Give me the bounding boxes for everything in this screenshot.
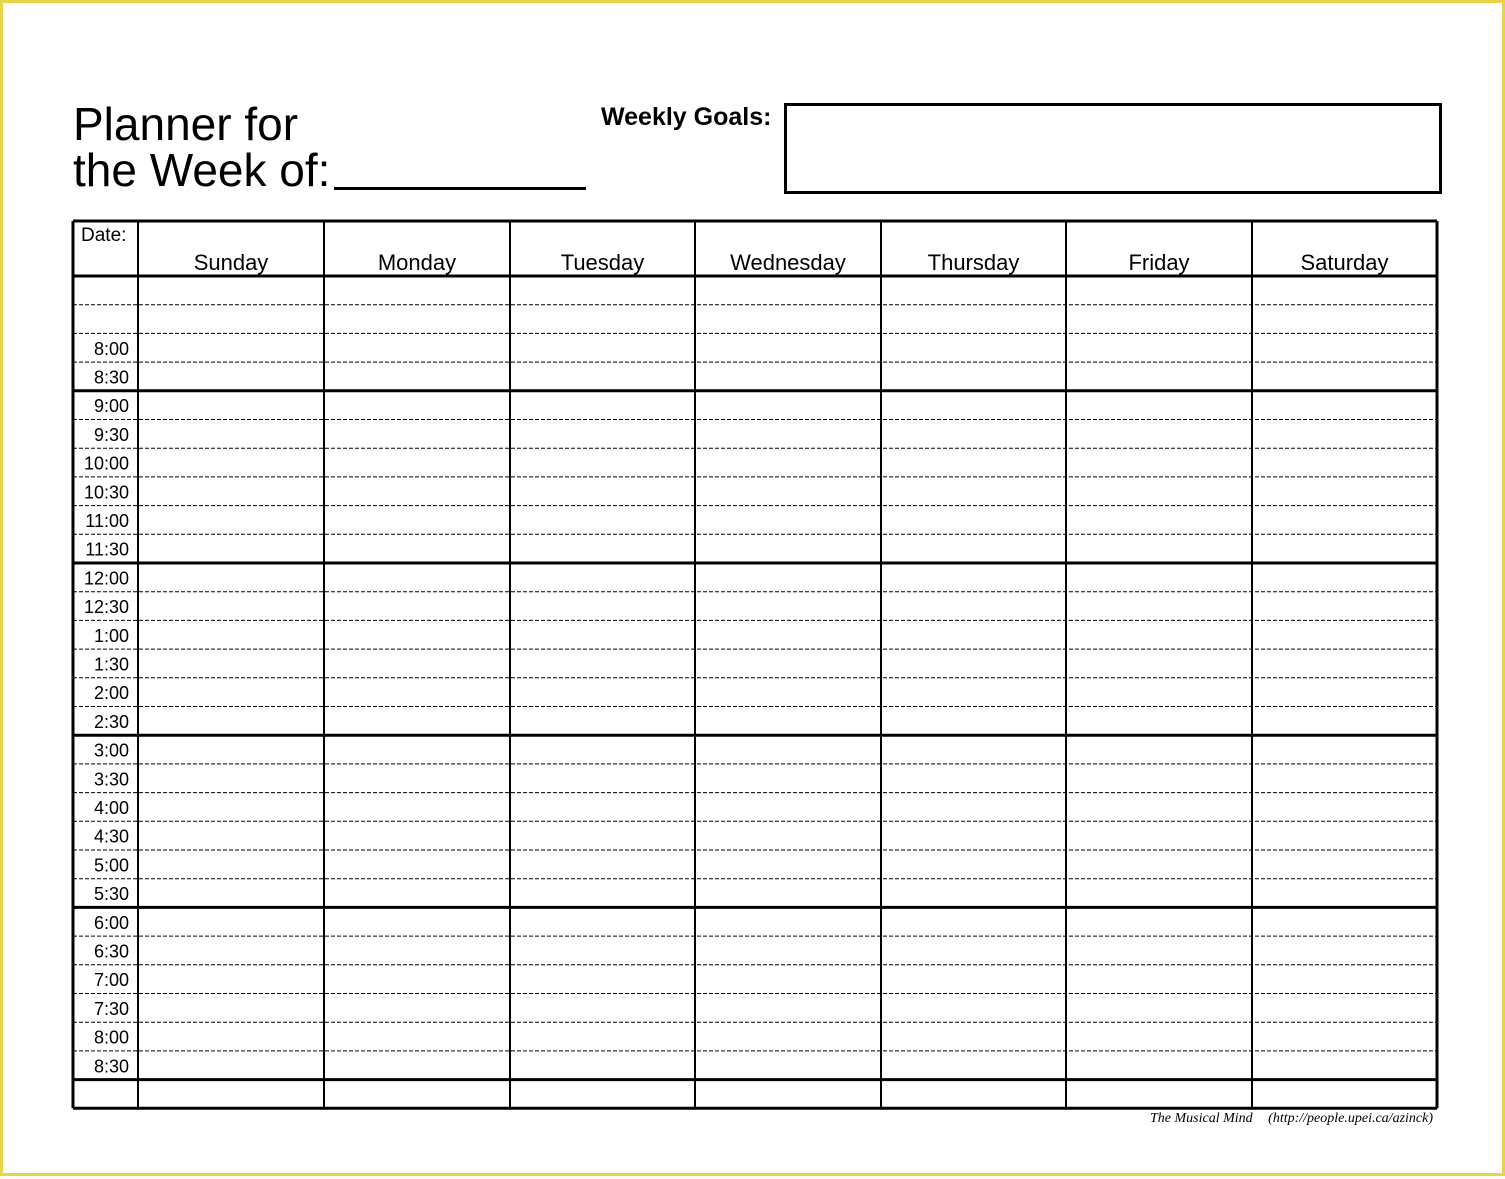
footer-source: The Musical Mind	[1150, 1111, 1253, 1126]
time-label: 9:00	[93, 396, 129, 417]
time-label: 10:00	[83, 453, 129, 474]
day-header-sunday: Sunday	[193, 250, 269, 275]
day-header-thursday: Thursday	[927, 250, 1020, 275]
time-label: 7:30	[93, 998, 129, 1019]
time-label: 1:00	[93, 625, 129, 646]
day-header-friday: Friday	[1128, 250, 1190, 275]
time-label: 7:00	[93, 970, 129, 991]
time-label: 12:30	[83, 597, 129, 618]
time-label: 3:30	[93, 769, 129, 790]
time-label: 8:30	[93, 367, 129, 388]
time-label: 11:30	[85, 539, 129, 560]
day-header-saturday: Saturday	[1300, 250, 1389, 275]
time-label: 8:00	[93, 1027, 129, 1048]
time-label: 8:30	[93, 1056, 129, 1077]
time-label: 2:00	[93, 683, 129, 704]
time-label: 5:30	[93, 884, 129, 905]
time-label: 5:00	[93, 855, 129, 876]
schedule-grid	[3, 3, 1505, 1179]
time-label: 6:30	[93, 941, 129, 962]
time-label: 11:00	[85, 510, 129, 531]
footer-credit	[1150, 1111, 1433, 1127]
week-of-label: the Week of:	[73, 144, 331, 196]
time-label: 3:00	[93, 740, 129, 761]
time-label: 2:30	[93, 711, 129, 732]
time-label: 6:00	[93, 912, 129, 933]
title-line-1: Planner for	[73, 98, 299, 150]
time-label: 9:30	[93, 424, 129, 445]
time-label: 4:00	[93, 797, 129, 818]
footer-url: (http://people.upei.ca/azinck)	[1268, 1111, 1433, 1126]
date-label: Date:	[81, 225, 127, 246]
day-header-monday: Monday	[377, 250, 457, 275]
weekly-goals-label: Weekly Goals:	[601, 103, 772, 131]
time-label: 10:30	[83, 482, 129, 503]
day-header-tuesday: Tuesday	[560, 250, 645, 275]
time-label: 1:30	[93, 654, 129, 675]
time-label: 8:00	[93, 338, 129, 359]
time-label: 4:30	[93, 826, 129, 847]
time-label: 12:00	[83, 568, 129, 589]
day-header-wednesday: Wednesday	[730, 250, 846, 275]
